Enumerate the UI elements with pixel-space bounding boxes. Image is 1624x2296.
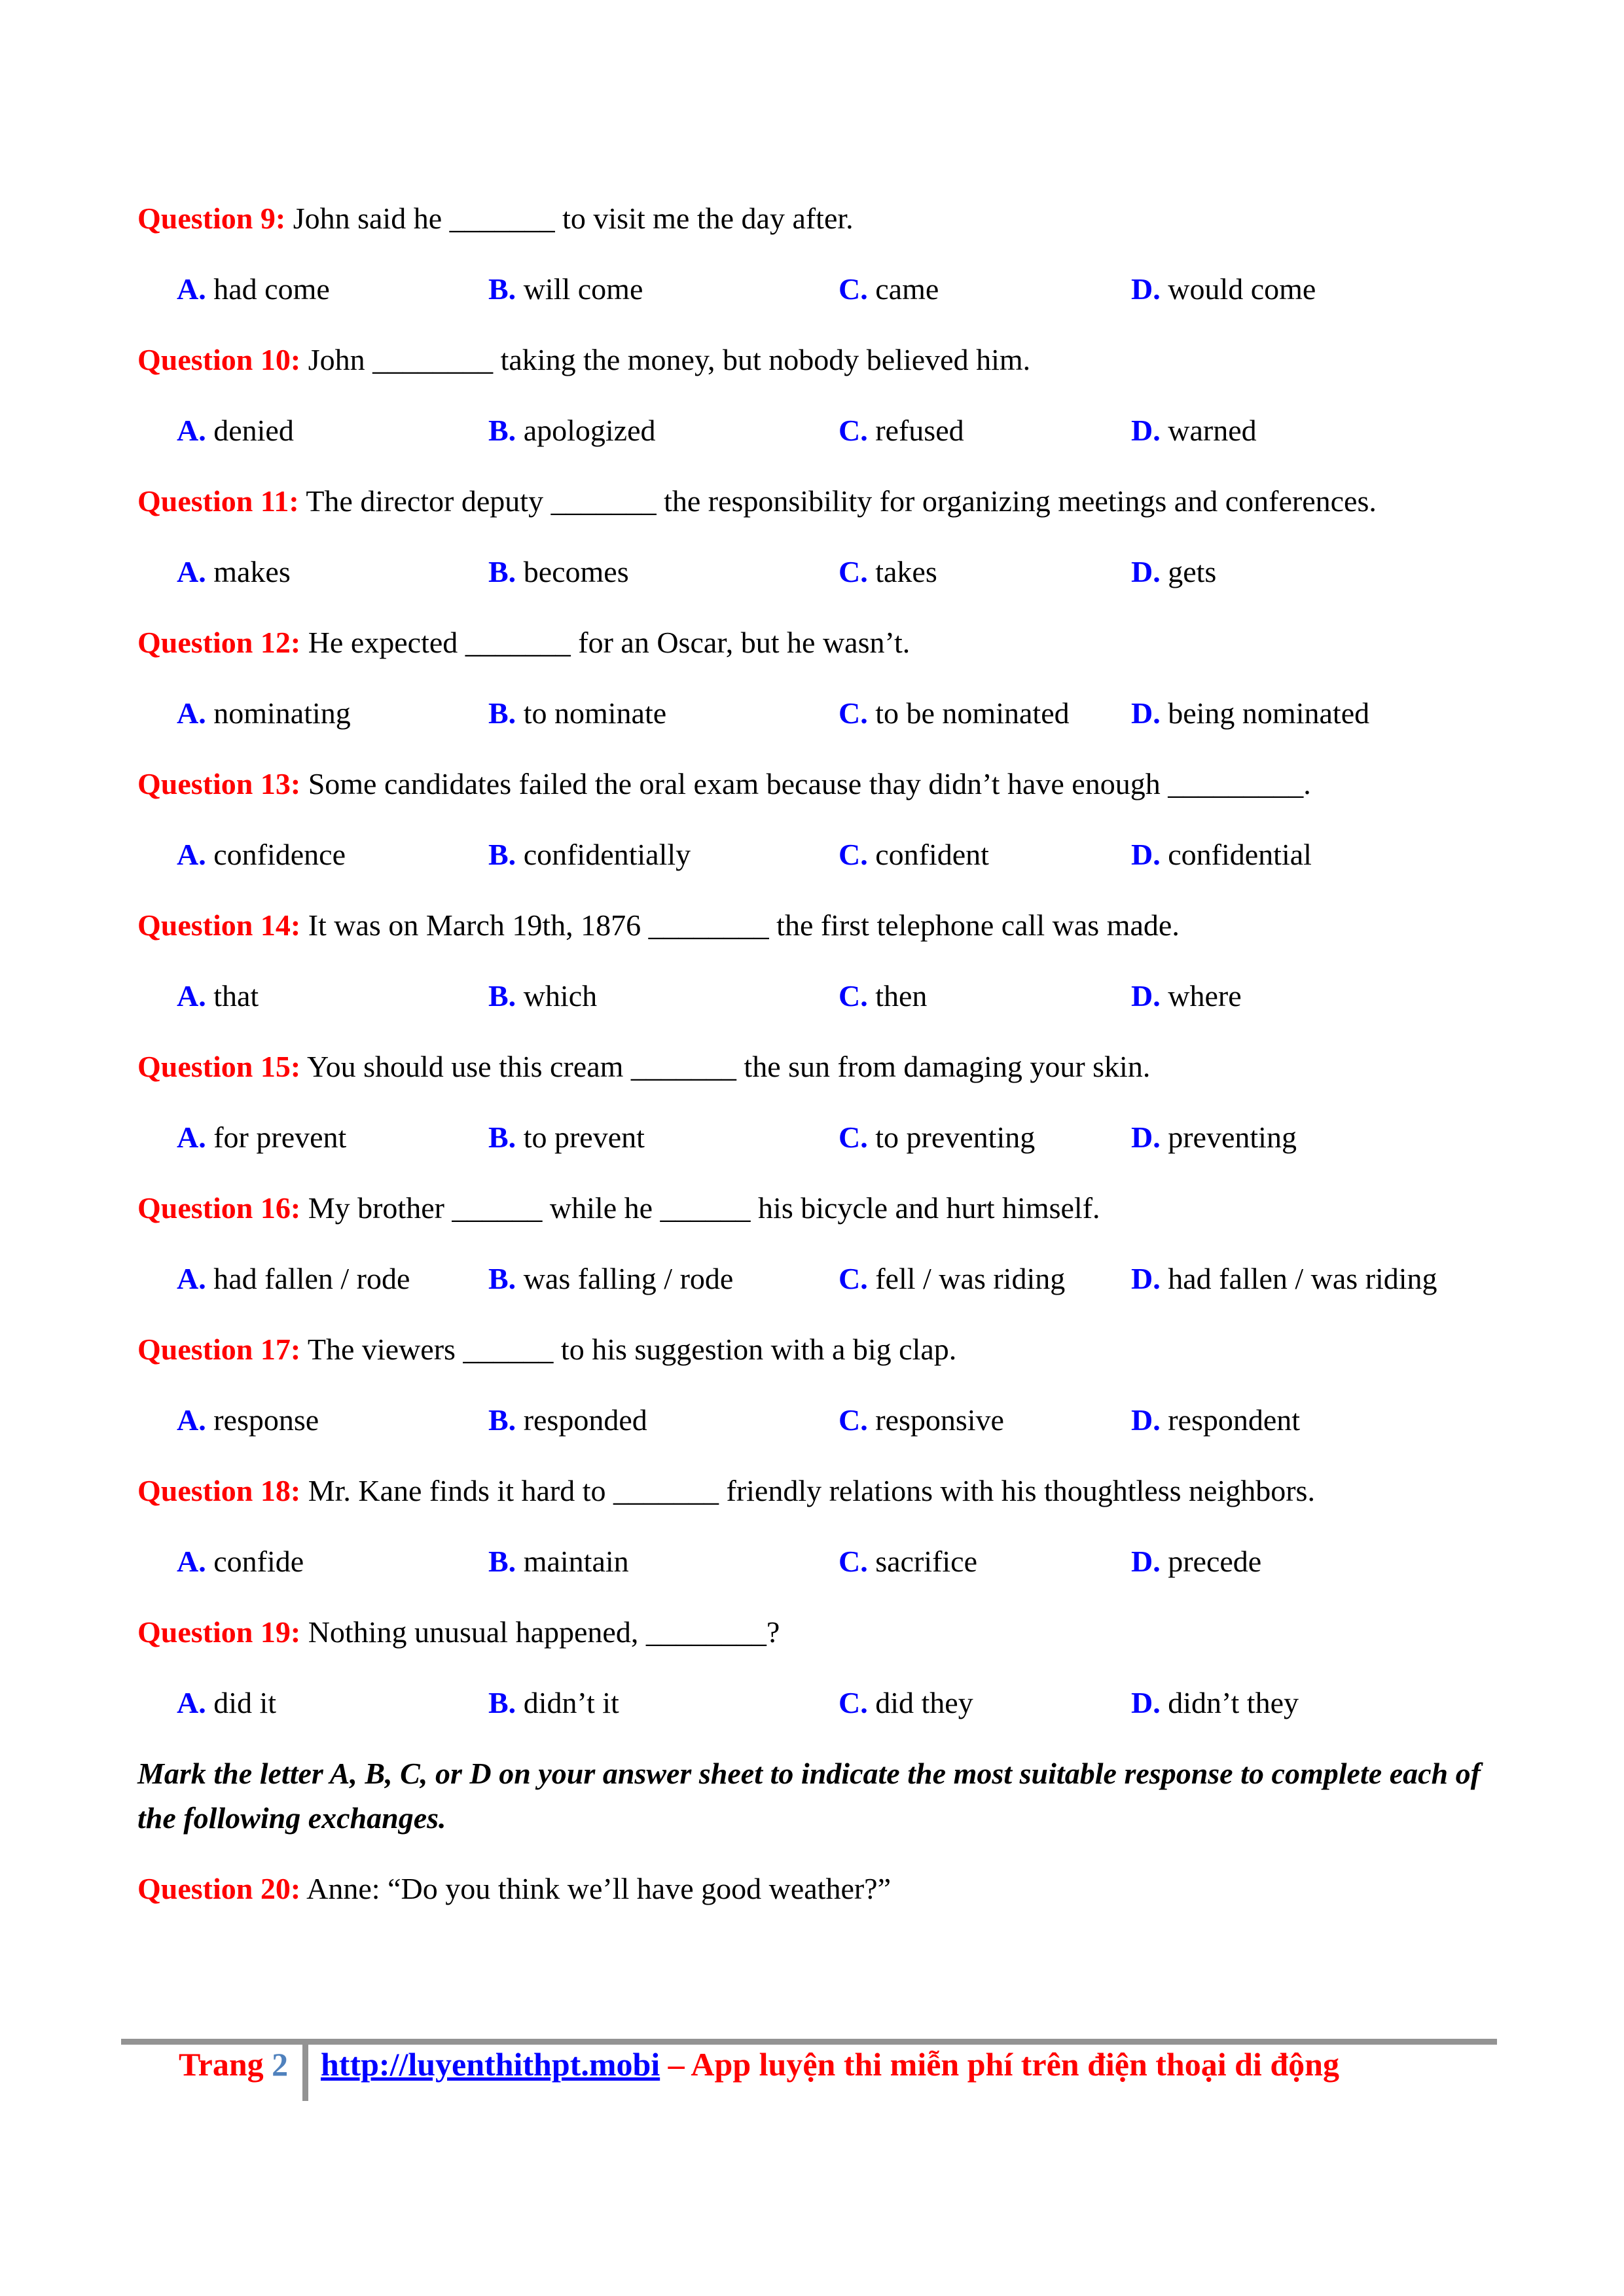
question-text: You should use this cream _______ the sun from damaging your skin.: [300, 1050, 1151, 1083]
answer-option-b[interactable]: [488, 1115, 645, 1160]
option-letter: C.: [839, 838, 868, 871]
option-letter: B.: [488, 1686, 516, 1719]
question-stem: [137, 620, 1481, 665]
question-stem: [137, 1327, 1481, 1372]
question-stem: [137, 1186, 1481, 1230]
option-letter: D.: [1131, 272, 1161, 306]
option-letter: C.: [839, 555, 868, 588]
answer-option-b[interactable]: [488, 1257, 733, 1301]
page-label: Trang: [179, 2046, 272, 2083]
option-text: confident: [875, 838, 989, 871]
option-letter: C.: [839, 1262, 868, 1295]
option-letter: B.: [488, 1121, 516, 1154]
option-text: preventing: [1168, 1121, 1297, 1154]
question-label: Question 12:: [137, 626, 301, 659]
option-text: sacrifice: [875, 1545, 978, 1578]
answer-option-a[interactable]: [177, 550, 291, 594]
answer-option-c[interactable]: [839, 408, 964, 453]
option-text: gets: [1168, 555, 1217, 588]
option-letter: A.: [177, 272, 206, 306]
option-letter: A.: [177, 1545, 206, 1578]
option-text: responded: [523, 1403, 647, 1437]
answer-option-a[interactable]: [177, 1257, 410, 1301]
question-stem: [137, 1867, 1481, 1911]
question-label: Question 17:: [137, 1333, 301, 1366]
option-text: fell / was riding: [875, 1262, 1066, 1295]
option-text: apologized: [523, 414, 656, 447]
option-letter: C.: [839, 414, 868, 447]
option-text: which: [523, 979, 598, 1013]
option-text: didn’t they: [1168, 1686, 1299, 1719]
option-letter: A.: [177, 838, 206, 871]
answer-option-d[interactable]: [1131, 550, 1216, 594]
option-text: warned: [1168, 414, 1257, 447]
answer-option-d[interactable]: [1131, 1115, 1297, 1160]
question-label: Question 11:: [137, 484, 299, 518]
answer-option-a[interactable]: [177, 1398, 319, 1443]
option-text: confidential: [1168, 838, 1312, 871]
answer-option-a[interactable]: [177, 1681, 276, 1725]
question-text: Nothing unusual happened, ________?: [300, 1615, 780, 1649]
option-letter: D.: [1131, 1686, 1161, 1719]
question-label: Question 19:: [137, 1615, 301, 1649]
answer-options: [137, 1115, 1481, 1160]
option-text: to nominate: [523, 696, 667, 730]
option-letter: D.: [1131, 414, 1161, 447]
answer-options: [137, 1539, 1481, 1584]
question-text: Some candidates failed the oral exam because thay didn’t have enough _________.: [300, 767, 1311, 800]
answer-option-b[interactable]: [488, 1398, 647, 1443]
answer-option-c[interactable]: [839, 1681, 973, 1725]
question-label: Question 13:: [137, 767, 301, 800]
answer-option-c[interactable]: [839, 1398, 1004, 1443]
option-letter: D.: [1131, 1545, 1161, 1578]
question-text: Anne: “Do you think we’ll have good weather?”: [300, 1872, 892, 1905]
option-letter: C.: [839, 696, 868, 730]
option-text: didn’t it: [523, 1686, 619, 1719]
answer-option-d[interactable]: [1131, 833, 1312, 877]
answer-options: [137, 833, 1481, 877]
worksheet: [137, 196, 1481, 1937]
question-stem: [137, 903, 1481, 948]
option-letter: B.: [488, 1545, 516, 1578]
option-letter: B.: [488, 272, 516, 306]
option-letter: C.: [839, 979, 868, 1013]
answer-option-d[interactable]: [1131, 691, 1369, 736]
option-letter: D.: [1131, 979, 1161, 1013]
answer-option-c[interactable]: [839, 691, 1070, 736]
answer-option-a[interactable]: [177, 267, 330, 312]
option-letter: A.: [177, 555, 206, 588]
option-letter: B.: [488, 555, 516, 588]
answer-option-b[interactable]: [488, 974, 597, 1018]
option-text: denied: [213, 414, 294, 447]
option-letter: D.: [1131, 555, 1161, 588]
footer-text: [321, 2045, 1339, 2083]
option-letter: B.: [488, 414, 516, 447]
option-text: responsive: [875, 1403, 1004, 1437]
answer-option-c[interactable]: [839, 267, 939, 312]
answer-option-b[interactable]: [488, 1539, 629, 1584]
answer-option-a[interactable]: [177, 408, 294, 453]
answer-options: [137, 1257, 1481, 1301]
option-text: had fallen / rode: [213, 1262, 410, 1295]
answer-option-d[interactable]: [1131, 267, 1316, 312]
question-stem: [137, 762, 1481, 806]
footer-vertical-divider: [302, 2045, 308, 2101]
option-letter: B.: [488, 979, 516, 1013]
question-label: Question 14:: [137, 908, 301, 942]
option-letter: B.: [488, 1262, 516, 1295]
answer-option-a[interactable]: [177, 974, 259, 1018]
answer-option-d[interactable]: [1131, 408, 1257, 453]
answer-option-c[interactable]: [839, 1115, 1035, 1160]
question-text: John said he _______ to visit me the day after.: [285, 202, 854, 235]
option-letter: D.: [1131, 1262, 1161, 1295]
answer-options: [137, 267, 1481, 312]
answer-options: [137, 550, 1481, 594]
option-letter: C.: [839, 1545, 868, 1578]
answer-option-c[interactable]: [839, 1539, 977, 1584]
option-text: refused: [875, 414, 964, 447]
option-text: being nominated: [1168, 696, 1370, 730]
answer-option-b[interactable]: [488, 267, 643, 312]
option-letter: C.: [839, 1121, 868, 1154]
option-letter: D.: [1131, 838, 1161, 871]
option-text: takes: [875, 555, 937, 588]
footer-tagline: – App luyện thi miễn phí trên điện thoại di động: [660, 2046, 1339, 2083]
option-text: to preventing: [875, 1121, 1036, 1154]
option-letter: A.: [177, 979, 206, 1013]
option-letter: A.: [177, 696, 206, 730]
answer-option-d[interactable]: [1131, 974, 1242, 1018]
answer-options: [137, 1398, 1481, 1443]
option-letter: A.: [177, 414, 206, 447]
answer-option-b[interactable]: [488, 691, 666, 736]
option-text: confidence: [213, 838, 346, 871]
option-letter: A.: [177, 1403, 206, 1437]
option-text: would come: [1168, 272, 1316, 306]
question-stem: [137, 196, 1481, 241]
answer-option-b[interactable]: [488, 833, 691, 877]
option-text: response: [213, 1403, 319, 1437]
option-letter: C.: [839, 272, 868, 306]
question-label: Question 18:: [137, 1474, 301, 1507]
option-text: nominating: [213, 696, 351, 730]
answer-option-d[interactable]: [1131, 1681, 1299, 1725]
question-stem: [137, 1610, 1481, 1655]
question-text: It was on March 19th, 1876 ________ the first telephone call was made.: [300, 908, 1180, 942]
option-text: came: [875, 272, 939, 306]
option-letter: C.: [839, 1686, 868, 1719]
option-letter: B.: [488, 1403, 516, 1437]
option-text: to prevent: [523, 1121, 645, 1154]
option-text: confide: [213, 1545, 304, 1578]
option-letter: D.: [1131, 1403, 1161, 1437]
option-text: makes: [213, 555, 291, 588]
option-letter: C.: [839, 1403, 868, 1437]
answer-option-c[interactable]: [839, 974, 927, 1018]
option-text: was falling / rode: [523, 1262, 734, 1295]
question-text: He expected _______ for an Oscar, but he wasn’t.: [300, 626, 911, 659]
option-text: becomes: [523, 555, 629, 588]
question-text: The viewers ______ to his suggestion with a big clap.: [300, 1333, 957, 1366]
question-stem: [137, 479, 1481, 524]
answer-option-d[interactable]: [1131, 1398, 1300, 1443]
answer-option-d[interactable]: [1131, 1539, 1261, 1584]
answer-option-b[interactable]: [488, 408, 656, 453]
option-text: had come: [213, 272, 330, 306]
option-letter: D.: [1131, 696, 1161, 730]
option-text: respondent: [1168, 1403, 1301, 1437]
question-label: Question 9:: [137, 202, 286, 235]
answer-option-b[interactable]: [488, 1681, 619, 1725]
option-text: to be nominated: [875, 696, 1070, 730]
question-text: My brother ______ while he ______ his bicycle and hurt himself.: [300, 1191, 1100, 1225]
question-stem: [137, 338, 1481, 382]
question-text: John ________ taking the money, but nobody believed him.: [300, 343, 1031, 376]
question-stem: [137, 1469, 1481, 1513]
page-num: 2: [272, 2046, 289, 2083]
page-number: [179, 2045, 288, 2083]
answer-option-d[interactable]: [1131, 1257, 1437, 1301]
option-letter: A.: [177, 1121, 206, 1154]
answer-options: [137, 691, 1481, 736]
answer-option-c[interactable]: [839, 550, 937, 594]
answer-option-c[interactable]: [839, 1257, 1065, 1301]
answer-option-a[interactable]: [177, 833, 346, 877]
answer-options: [137, 974, 1481, 1018]
answer-option-a[interactable]: [177, 1539, 304, 1584]
option-text: for prevent: [213, 1121, 347, 1154]
answer-option-b[interactable]: [488, 550, 629, 594]
answer-option-a[interactable]: [177, 1115, 346, 1160]
question-label: Question 16:: [137, 1191, 301, 1225]
option-text: then: [875, 979, 928, 1013]
option-letter: A.: [177, 1262, 206, 1295]
question-text: The director deputy _______ the responsibility for organizing meetings and conferences.: [298, 484, 1377, 518]
option-letter: B.: [488, 838, 516, 871]
option-text: precede: [1168, 1545, 1262, 1578]
question-stem: [137, 1045, 1481, 1089]
footer-divider: [121, 2039, 1497, 2045]
answer-options: [137, 1681, 1481, 1725]
option-letter: B.: [488, 696, 516, 730]
question-label: Question 10:: [137, 343, 301, 376]
question-text: Mr. Kane finds it hard to _______ friendly relations with his thoughtless neighbors.: [300, 1474, 1315, 1507]
option-letter: D.: [1131, 1121, 1161, 1154]
question-label: Question 15:: [137, 1050, 301, 1083]
answer-options: [137, 408, 1481, 453]
option-text: will come: [523, 272, 643, 306]
option-text: did they: [875, 1686, 973, 1719]
option-text: maintain: [523, 1545, 629, 1578]
question-label: Question 20:: [137, 1872, 301, 1905]
option-text: confidentially: [523, 838, 691, 871]
site-link[interactable]: http://luyenthithpt.mobi: [321, 2046, 660, 2083]
option-text: that: [213, 979, 259, 1013]
option-letter: A.: [177, 1686, 206, 1719]
option-text: where: [1168, 979, 1242, 1013]
answer-option-c[interactable]: [839, 833, 989, 877]
answer-option-a[interactable]: [177, 691, 351, 736]
option-text: had fallen / was riding: [1168, 1262, 1437, 1295]
section-instruction: Mark the letter A, B, C, or D on your answer sheet to indicate the most suitable response to complete each of the following exchanges.: [137, 1757, 1481, 1835]
option-text: did it: [213, 1686, 277, 1719]
